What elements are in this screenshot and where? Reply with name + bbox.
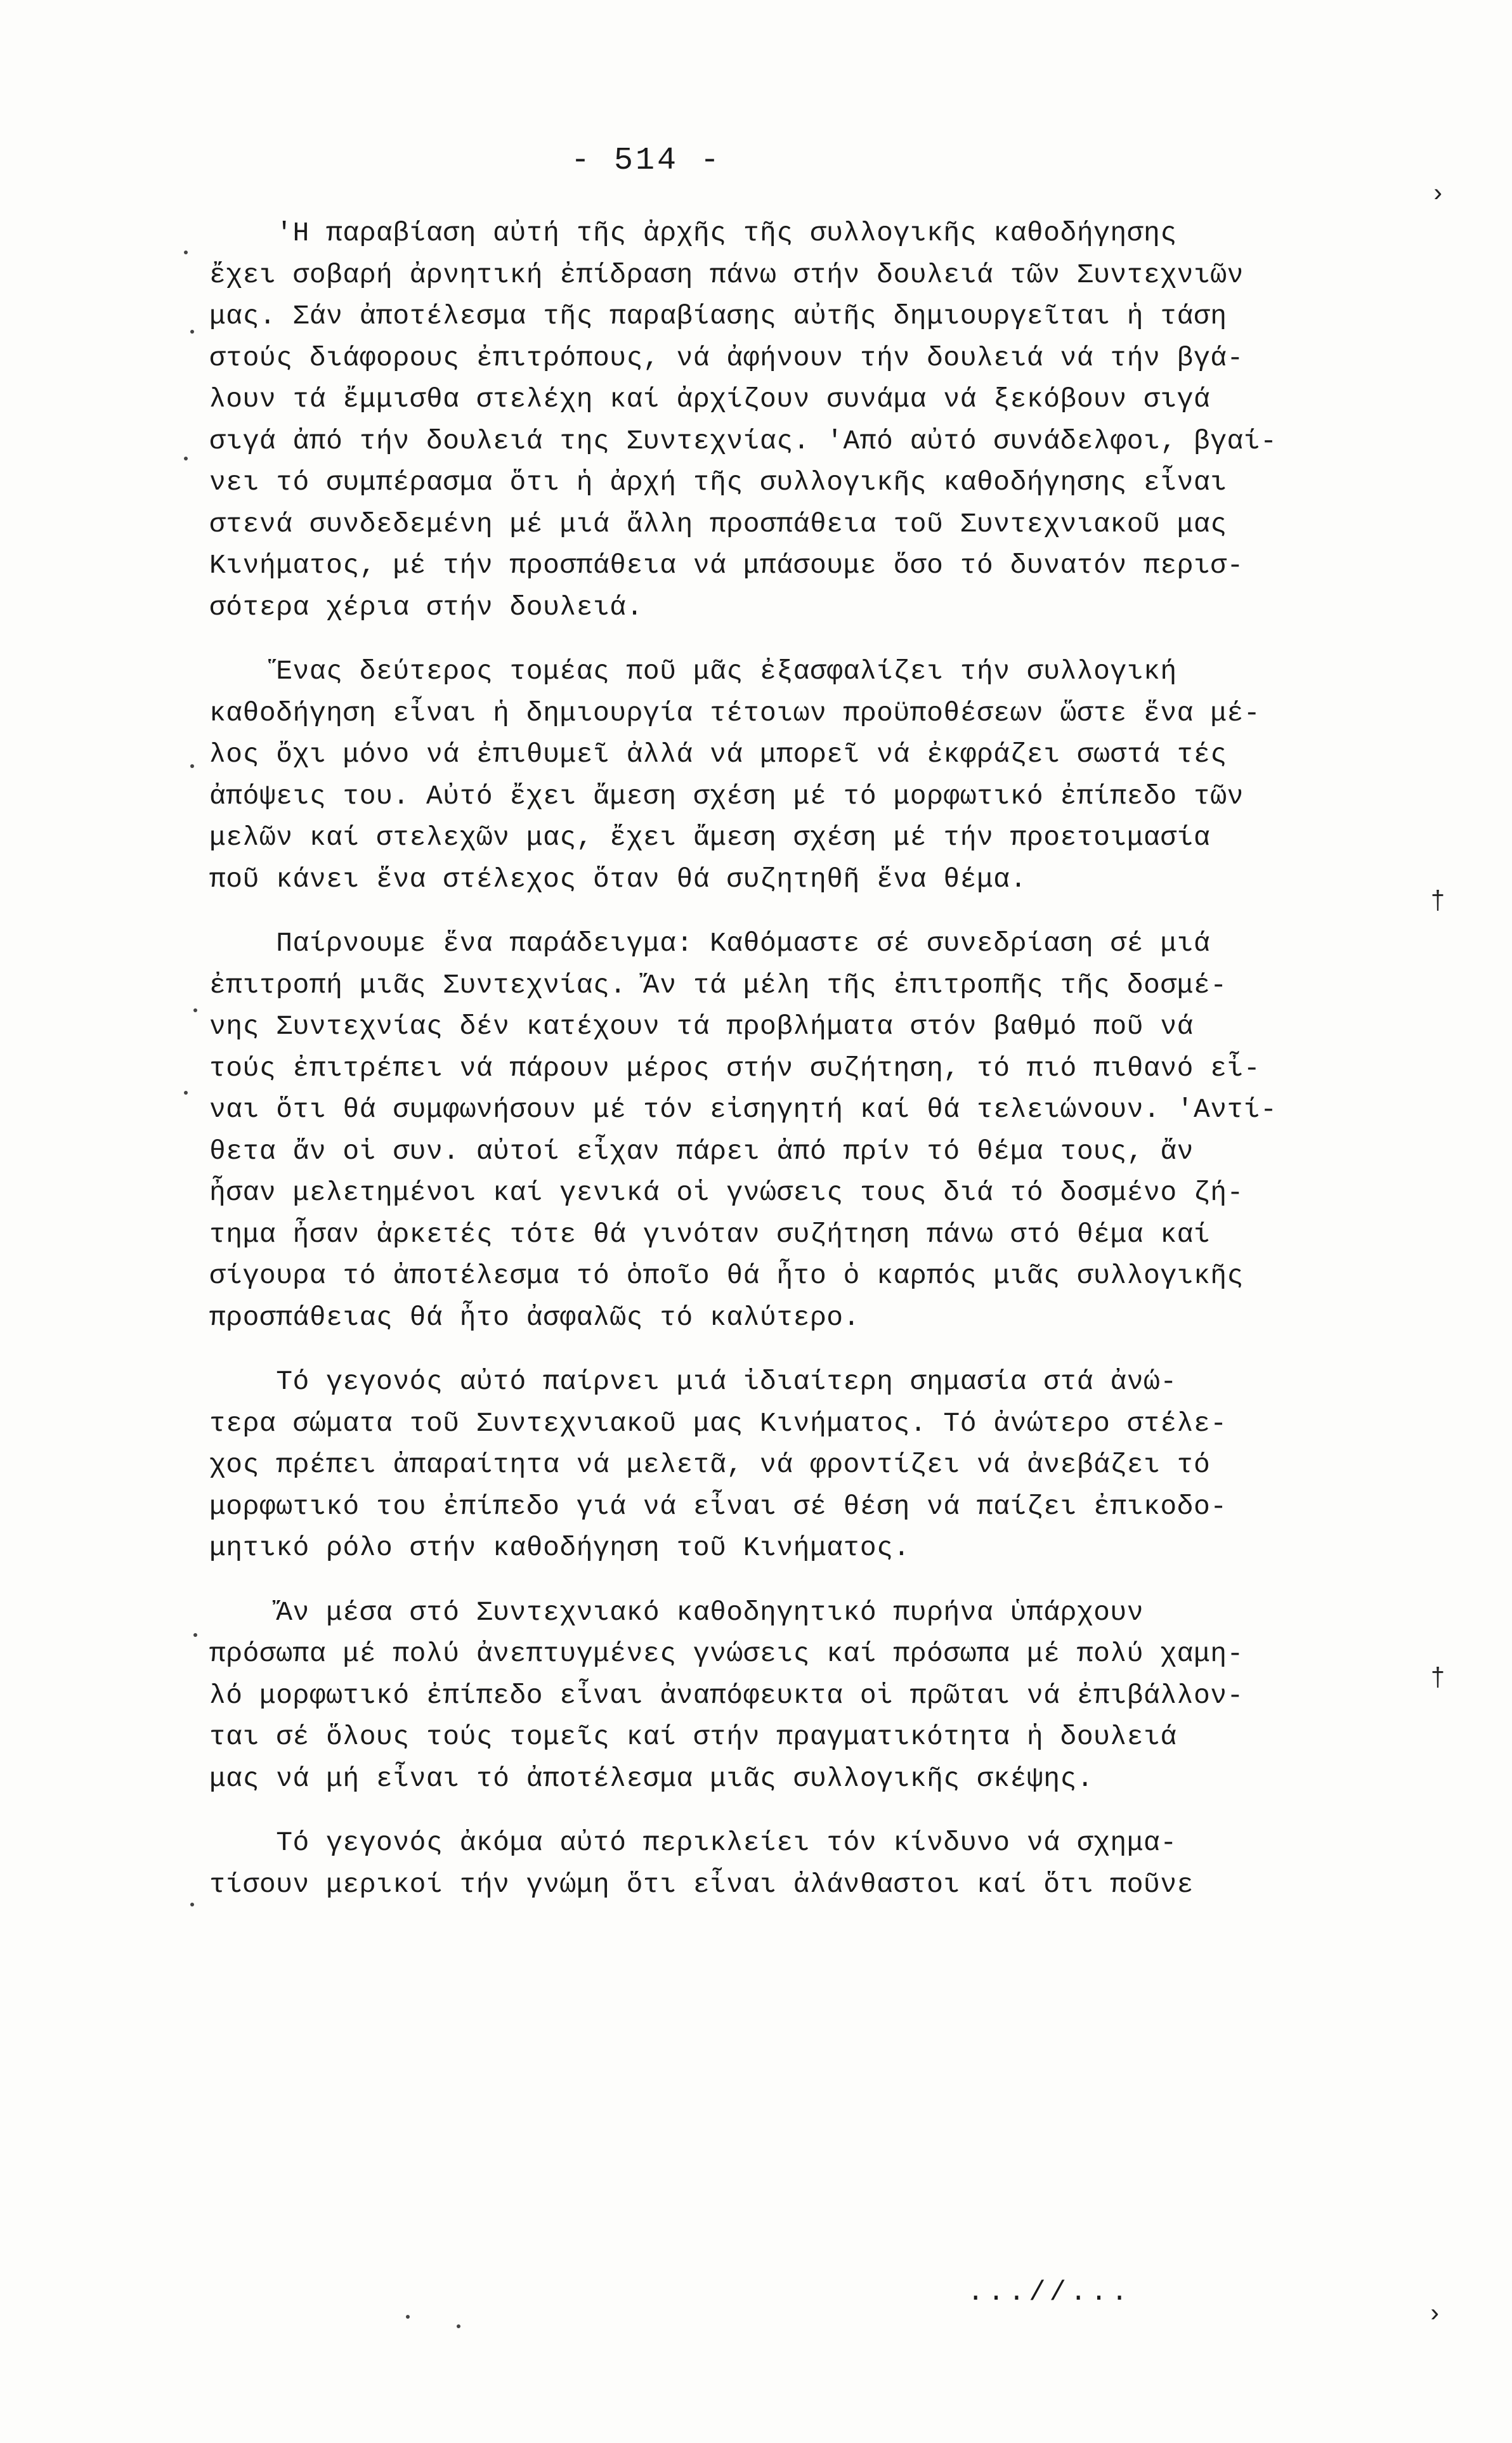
text-line: μας νά μή εἶναι τό ἀποτέλεσμα μιᾶς συλλογικῆς σκέψης.: [209, 1762, 1094, 1794]
text-line: τημα ἦσαν ἀρκετές τότε θά γινόταν συζήτηση πάνω στό θέμα καί: [209, 1218, 1211, 1250]
text-line: νει τό συμπέρασμα ὅτι ἡ ἀρχή τῆς συλλογικῆς καθοδήγησης εἶναι: [209, 467, 1227, 498]
margin-tick-mark: †: [1430, 888, 1446, 916]
scan-speck: [190, 764, 194, 768]
scan-speck: [190, 330, 194, 334]
text-line: νης Συντεχνίας δέν κατέχουν τά προβλήματα στόν βαθμό ποῦ νά: [209, 1011, 1194, 1042]
scan-speck: [184, 1091, 188, 1095]
scan-speck: [190, 1903, 194, 1906]
text-line: τίσουν μερικοί τήν γνώμη ὅτι εἶναι ἀλάνθαστοι καί ὅτι ποῦνε: [209, 1868, 1194, 1900]
paragraph-3: [209, 923, 1345, 1338]
paragraph-4: [209, 1361, 1345, 1569]
text-line: Παίρνουμε ἕνα παράδειγμα: Καθόμαστε σέ συνεδρίαση σέ μιά: [209, 928, 1211, 959]
text-line: ἔχει σοβαρή ἀρνητική ἐπίδραση πάνω στήν δουλειά τῶν Συντεχνιῶν: [209, 259, 1244, 290]
text-line: σιγά ἀπό τήν δουλειά της Συντεχνίας. 'Από αὐτό συνάδελφοι, βγαί-: [209, 425, 1277, 457]
text-line: χος πρέπει ἀπαραίτητα νά μελετᾶ, νά φροντίζει νά ἀνεβάζει τό: [209, 1449, 1211, 1480]
text-line: ναι ὅτι θά συμφωνήσουν μέ τόν εἰσηγητή καί θά τελειώνουν. 'Αντί-: [209, 1094, 1277, 1125]
text-line: λουν τά ἔμμισθα στελέχη καί ἀρχίζουν συνάμα νά ξεκόβουν σιγά: [209, 384, 1211, 415]
continuation-marker: ...//...: [967, 2277, 1132, 2309]
paragraph-gap: [209, 1799, 1345, 1822]
text-line: Ἄν μέσα στό Συντεχνιακό καθοδηγητικό πυρήνα ὑπάρχουν: [209, 1596, 1144, 1628]
paragraph-6: [209, 1822, 1345, 1905]
margin-tick-mark: †: [1430, 1665, 1446, 1693]
body-text: [209, 212, 1345, 1905]
text-line: καθοδήγηση εἶναι ἡ δημιουργία τέτοιων προϋποθέσεων ὥστε ἕνα μέ-: [209, 697, 1261, 729]
text-line: ἐπιτροπή μιᾶς Συντεχνίας. Ἄν τά μέλη τῆς ἐπιτροπῆς τῆς δοσμέ-: [209, 969, 1227, 1001]
margin-tick-mark: ›: [1427, 2301, 1443, 2329]
text-line: τούς ἐπιτρέπει νά πάρουν μέρος στήν συζήτηση, τό πιό πιθανό εἶ-: [209, 1052, 1261, 1084]
text-line: Κινήματος, μέ τήν προσπάθεια νά μπάσουμε ὅσο τό δυνατόν περισ-: [209, 550, 1244, 581]
scan-speck: [193, 1008, 197, 1012]
text-line: ἦσαν μελετημένοι καί γενικά οἱ γνώσεις τους διά τό δοσμένο ζή-: [209, 1177, 1244, 1208]
text-line: θετα ἄν οἱ συν. αὐτοί εἶχαν πάρει ἀπό πρίν τό θέμα τους, ἄν: [209, 1135, 1194, 1167]
paragraph-2: [209, 651, 1345, 900]
text-line: τερα σώματα τοῦ Συντεχνιακοῦ μας Κινήματος. Τό ἀνώτερο στέλε-: [209, 1407, 1227, 1439]
text-line: στενά συνδεδεμένη μέ μιά ἄλλη προσπάθεια τοῦ Συντεχνιακοῦ μας: [209, 508, 1227, 540]
text-line: Τό γεγονός ἀκόμα αὐτό περικλείει τόν κίνδυνο νά σχημα-: [209, 1827, 1177, 1858]
paragraph-gap: [209, 1569, 1345, 1592]
scan-speck: [457, 2324, 460, 2328]
scan-speck: [184, 251, 188, 254]
text-line: πρόσωπα μέ πολύ ἀνεπτυγμένες γνώσεις καί πρόσωπα μέ πολύ χαμη-: [209, 1638, 1244, 1669]
text-line: λος ὄχι μόνο νά ἐπιθυμεῖ ἀλλά νά μπορεῖ νά ἐκφράζει σωστά τές: [209, 739, 1227, 770]
text-line: λό μορφωτικό ἐπίπεδο εἶναι ἀναπόφευκτα οἱ πρῶται νά ἐπιβάλλον-: [209, 1679, 1244, 1711]
text-line: ἀπόψεις του. Αὐτό ἔχει ἄμεση σχέση μέ τό μορφωτικό ἐπίπεδο τῶν: [209, 780, 1244, 812]
paragraph-1: [209, 212, 1345, 628]
text-line: στούς διάφορους ἐπιτρόπους, νά ἀφήνουν τήν δουλειά νά τήν βγά-: [209, 342, 1244, 374]
margin-tick-mark: ›: [1430, 181, 1446, 209]
paragraph-5: [209, 1592, 1345, 1800]
text-line: Τό γεγονός αὐτό παίρνει μιά ἰδιαίτερη σημασία στά ἀνώ-: [209, 1366, 1177, 1397]
paragraph-gap: [209, 628, 1345, 651]
text-line: προσπάθειας θά ἦτο ἀσφαλῶς τό καλύτερο.: [209, 1301, 860, 1333]
text-line: μορφωτικό του ἐπίπεδο γιά νά εἶναι σέ θέση νά παίζει ἐπικοδο-: [209, 1490, 1227, 1522]
text-line: ποῦ κάνει ἕνα στέλεχος ὅταν θά συζητηθῆ ἕνα θέμα.: [209, 863, 1027, 895]
text-line: μας. Σάν ἀποτέλεσμα τῆς παραβίασης αὐτῆς δημιουργεῖται ἡ τάση: [209, 301, 1227, 332]
paragraph-gap: [209, 900, 1345, 923]
scan-speck: [184, 457, 188, 460]
text-line: σίγουρα τό ἀποτέλεσμα τό ὁποῖο θά ἦτο ὁ καρπός μιᾶς συλλογικῆς: [209, 1260, 1244, 1291]
page-number: - 514 -: [571, 143, 722, 179]
scan-speck: [193, 1633, 197, 1637]
text-line: σότερα χέρια στήν δουλειά.: [209, 591, 643, 623]
scan-speck: [406, 2315, 410, 2319]
text-line: 'Η παραβίαση αὐτή τῆς ἀρχῆς τῆς συλλογικῆς καθοδήγησης: [209, 218, 1177, 249]
text-line: Ἕνας δεύτερος τομέας ποῦ μᾶς ἐξασφαλίζει τήν συλλογική: [209, 656, 1177, 687]
text-line: ται σέ ὅλους τούς τομεῖς καί στήν πραγματικότητα ἡ δουλειά: [209, 1721, 1177, 1752]
text-line: μελῶν καί στελεχῶν μας, ἔχει ἄμεση σχέση μέ τήν προετοιμασία: [209, 822, 1211, 853]
paragraph-gap: [209, 1338, 1345, 1361]
text-line: μητικό ρόλο στήν καθοδήγηση τοῦ Κινήματος.: [209, 1532, 910, 1563]
